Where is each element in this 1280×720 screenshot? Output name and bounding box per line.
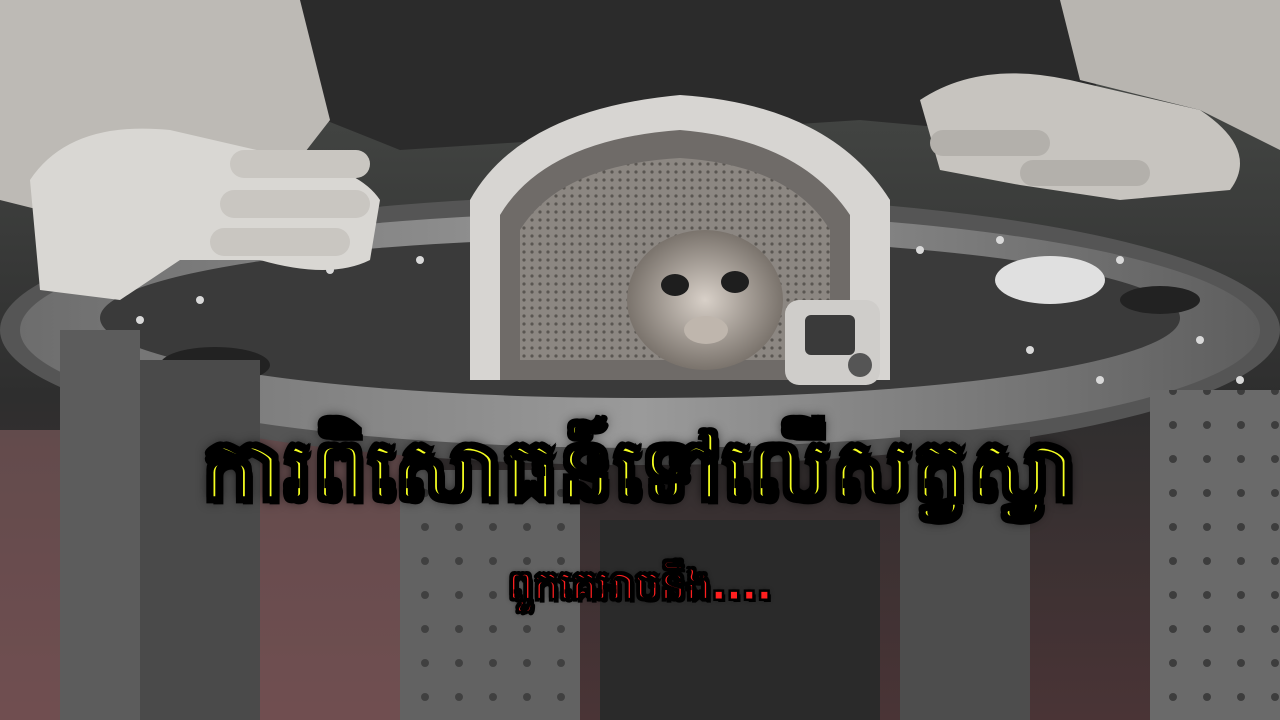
thumbnail-title: ការពិសោធន៍ទៅលើសត្វស្វា (202, 421, 1078, 519)
thumbnail-subtitle: ពួកគេអាចនឹង.... (508, 563, 772, 609)
